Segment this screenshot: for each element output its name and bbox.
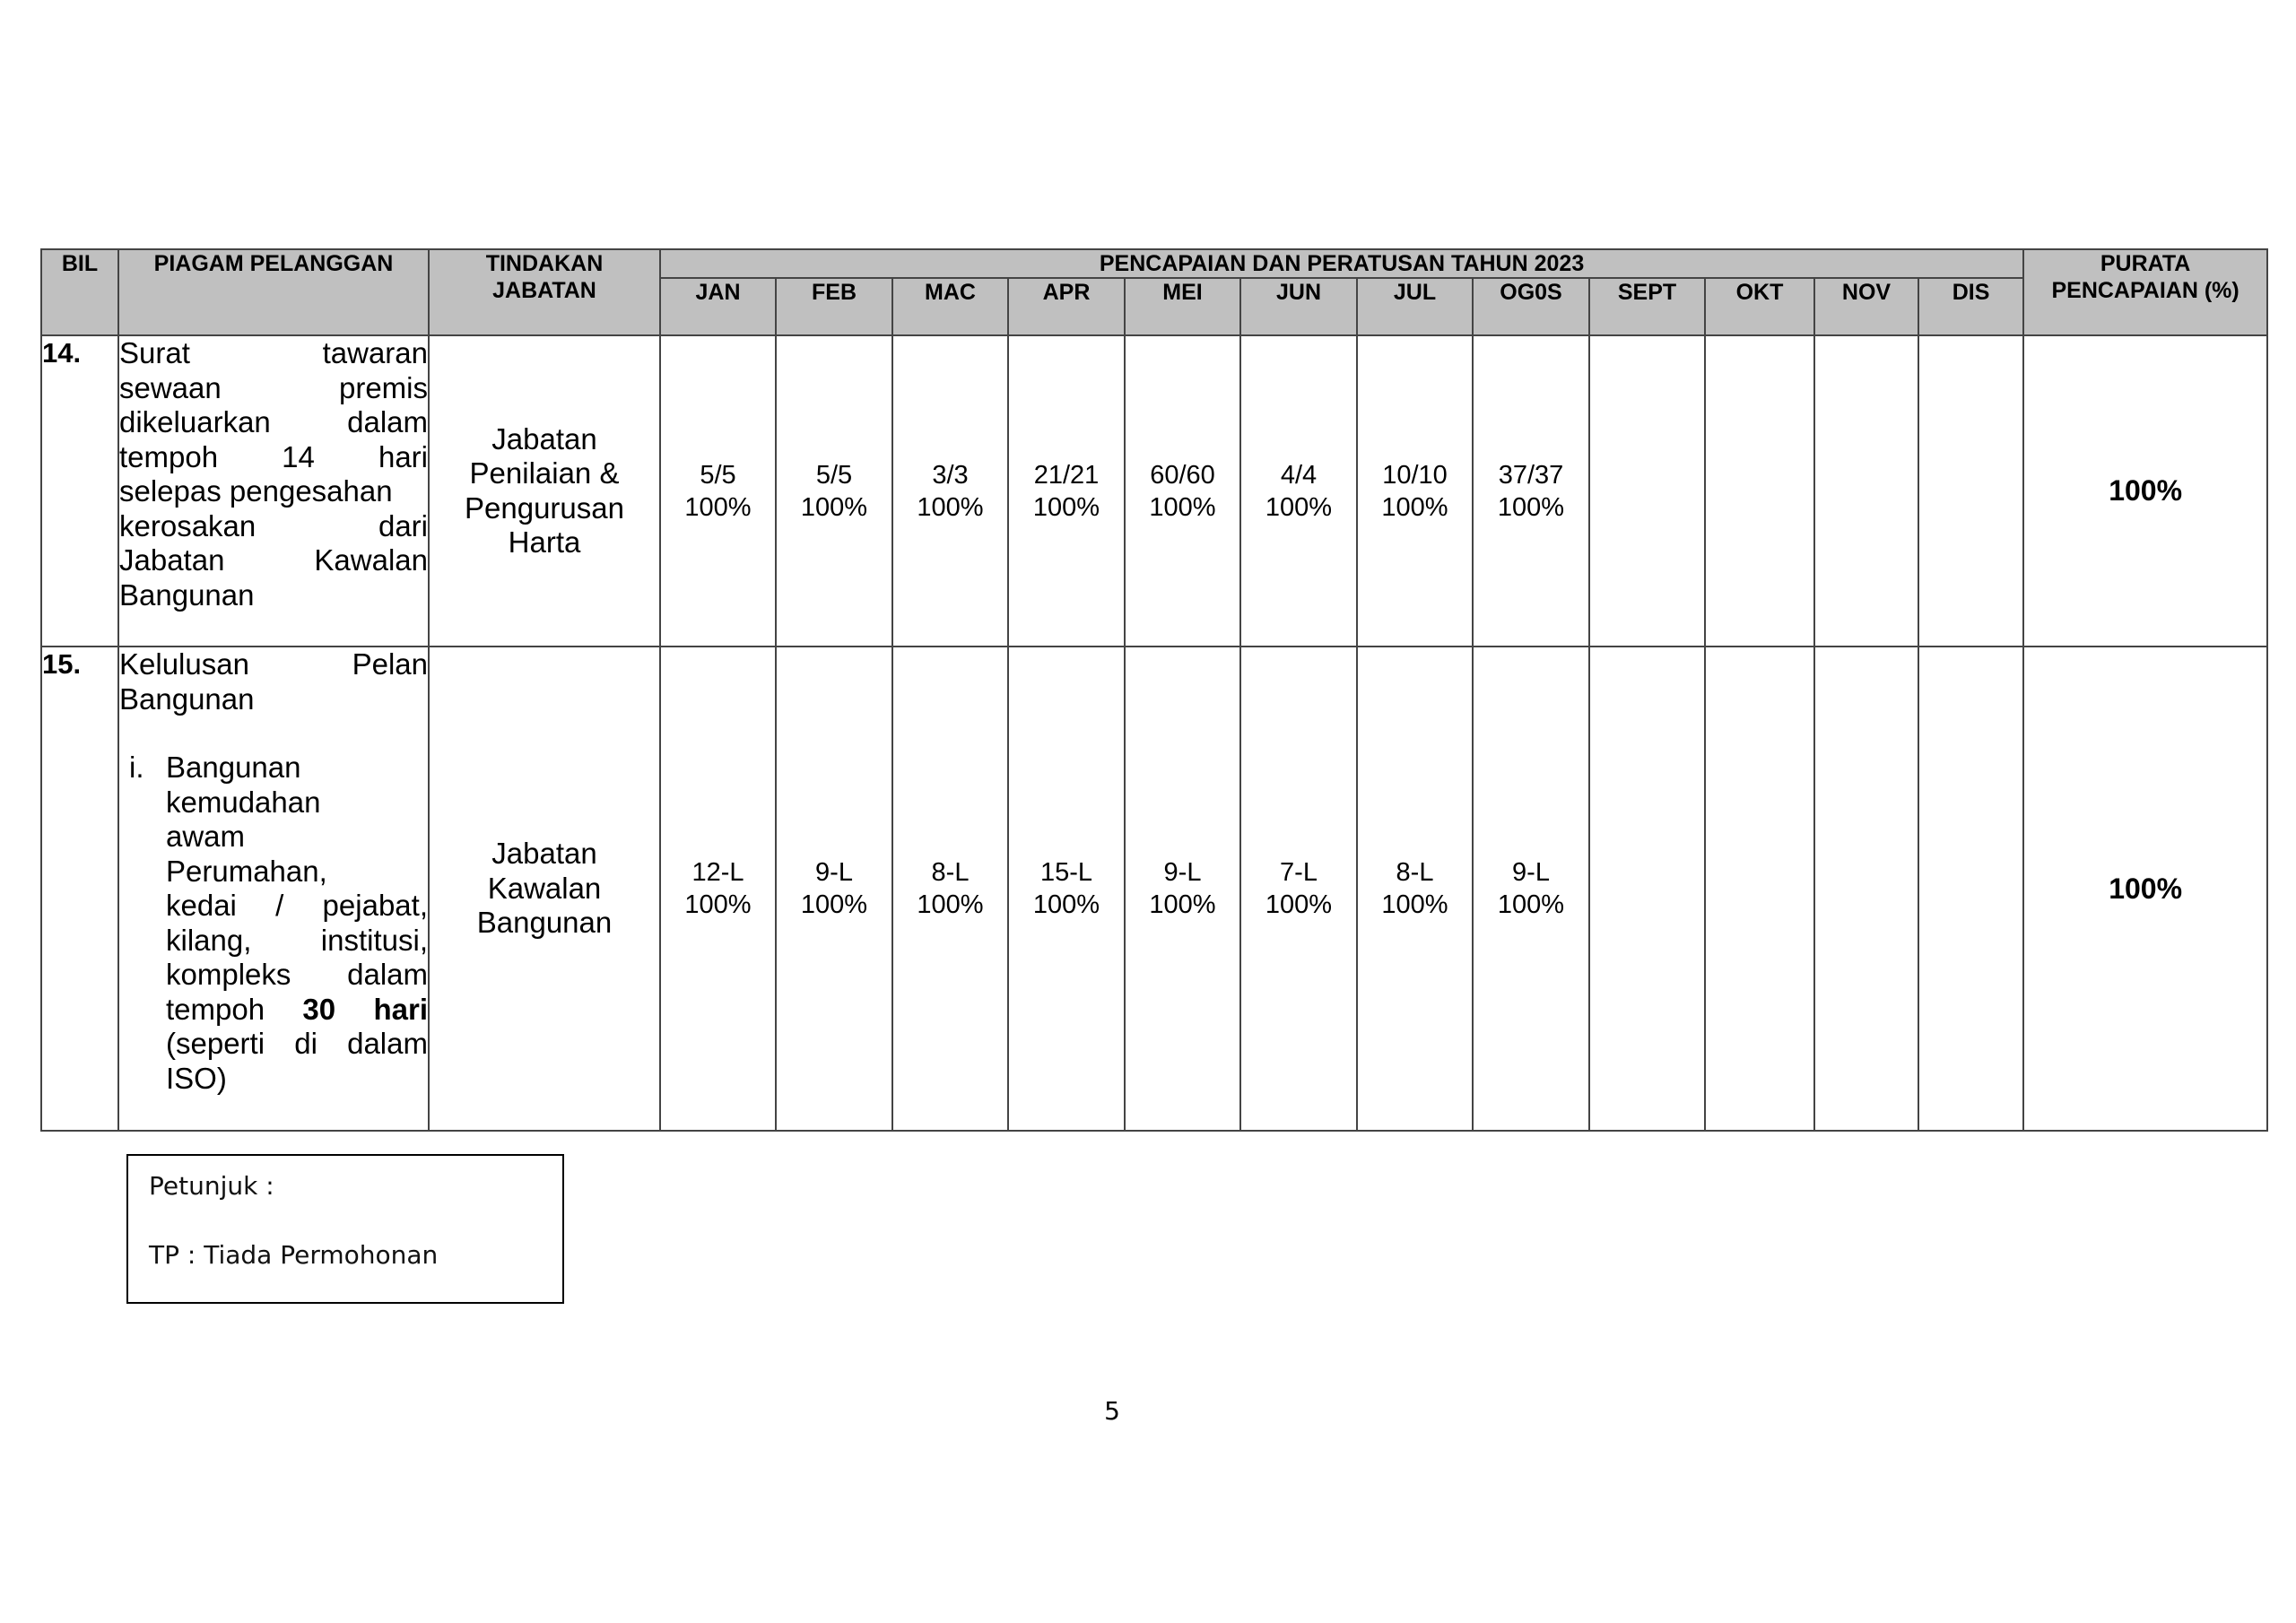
month-count: 5/5 [700, 460, 736, 490]
row-purata: 100% [2023, 335, 2267, 647]
month-percent: 100% [1497, 492, 1565, 522]
sublist-line: awam [166, 820, 246, 853]
header-month-jul: JUL [1357, 278, 1473, 335]
month-count: 7-L [1280, 858, 1318, 887]
header-tindakan-jabatan [429, 249, 660, 335]
table-row [41, 647, 2267, 1131]
sublist-line: Perumahan, [166, 854, 327, 888]
month-cell-mac [892, 335, 1008, 647]
month-percent: 100% [800, 492, 868, 522]
month-percent: 100% [1032, 890, 1100, 919]
sublist-line: ISO) [166, 1061, 227, 1095]
month-cell-nov [1814, 647, 1918, 1131]
page-number: 5 [1104, 1396, 1120, 1426]
month-percent: 100% [1381, 492, 1448, 522]
header-month-mac: MAC [892, 278, 1008, 335]
legend-entry: TP : Tiada Permohonan [149, 1240, 439, 1270]
month-percent: 100% [917, 492, 984, 522]
header-month-sept: SEPT [1589, 278, 1705, 335]
month-cell-ogos [1473, 647, 1589, 1131]
month-cell-sept [1589, 647, 1705, 1131]
sublist-body [166, 751, 428, 1096]
month-count: 12-L [691, 858, 744, 887]
month-cell-okt [1705, 335, 1814, 647]
month-count: 37/37 [1498, 460, 1564, 490]
month-percent: 100% [1381, 890, 1448, 919]
tindakan-line: Pengurusan [465, 490, 624, 525]
tindakan-line: Kawalan [487, 871, 602, 905]
tindakan-line: Bangunan [476, 906, 613, 940]
row-tindakan [429, 335, 660, 647]
month-count: 9-L [815, 858, 853, 887]
month-count: 3/3 [932, 460, 969, 490]
row-bil: 15. [41, 647, 118, 1131]
month-count: 9-L [1512, 858, 1550, 887]
month-percent: 100% [1497, 890, 1565, 919]
piagam-line: Bangunan [119, 681, 255, 716]
tindakan-line: Jabatan [491, 421, 597, 456]
month-cell-feb [776, 647, 892, 1131]
month-count: 8-L [931, 858, 970, 887]
header-month-ogos: OG0S [1473, 278, 1589, 335]
header-month-okt: OKT [1705, 278, 1814, 335]
month-count: 60/60 [1150, 460, 1215, 490]
tindakan-line: Penilaian & [469, 456, 620, 490]
piagam-line: sewaan premis [119, 370, 428, 404]
sublist-line: kompleks dalam [166, 958, 428, 991]
month-count: 10/10 [1382, 460, 1448, 490]
month-percent: 100% [917, 890, 984, 919]
sublist-line: (seperti di dalam [166, 1027, 428, 1060]
month-cell-apr [1008, 647, 1125, 1131]
header-month-nov: NOV [1814, 278, 1918, 335]
month-percent: 100% [1265, 890, 1333, 919]
tindakan-line: Harta [508, 525, 581, 559]
month-count: 8-L [1396, 858, 1434, 887]
month-count: 15-L [1039, 858, 1093, 887]
sublist-line: kedai / pejabat, [166, 889, 428, 922]
piagam-line: Kelulusan Pelan [119, 647, 428, 681]
month-cell-ogos [1473, 335, 1589, 647]
month-percent: 100% [1032, 492, 1100, 522]
month-percent: 100% [1265, 492, 1333, 522]
sublist-line: kilang, institusi, [166, 923, 428, 957]
piagam-line: dikeluarkan dalam [119, 405, 428, 438]
month-cell-mei [1125, 647, 1240, 1131]
month-cell-mac [892, 647, 1008, 1131]
month-count: 9-L [1163, 858, 1202, 887]
header-month-dis: DIS [1918, 278, 2023, 335]
month-count: 5/5 [815, 460, 853, 490]
month-cell-okt [1705, 647, 1814, 1131]
header-tindakan-line2: JABATAN [492, 278, 596, 303]
month-percent: 100% [800, 890, 868, 919]
legend-title: Petunjuk : [149, 1171, 274, 1201]
tempoh-duration: 30 hari [302, 992, 428, 1026]
month-cell-jun [1240, 647, 1357, 1131]
row-tindakan [429, 647, 660, 1131]
piagam-sublist-item [129, 751, 428, 1096]
header-month-jan: JAN [660, 278, 776, 335]
tempoh-prefix: tempoh [166, 992, 265, 1026]
piagam-line: kerosakan dari [119, 508, 428, 542]
sublist-tempoh-line [166, 993, 428, 1028]
header-pencapaian-group: PENCAPAIAN DAN PERATUSAN TAHUN 2023 [660, 249, 2023, 278]
header-bil: BIL [41, 249, 118, 335]
row-bil: 14. [41, 335, 118, 647]
month-cell-jul [1357, 647, 1473, 1131]
month-cell-dis [1918, 335, 2023, 647]
month-count: 4/4 [1280, 460, 1318, 490]
tindakan-line: Jabatan [491, 837, 597, 871]
month-percent: 100% [1149, 890, 1216, 919]
header-tindakan-line1: TINDAKAN [485, 251, 604, 276]
piagam-line: selepas pengesahan [119, 474, 393, 508]
sublist-line: Bangunan [166, 751, 301, 784]
header-purata-line2: PENCAPAIAN (%) [2051, 278, 2239, 303]
header-month-mei: MEI [1125, 278, 1240, 335]
month-percent: 100% [684, 890, 752, 919]
table-row [41, 335, 2267, 647]
piagam-line: Bangunan [119, 577, 255, 612]
piagam-line: tempoh 14 hari [119, 439, 428, 473]
customer-charter-table [40, 248, 2268, 1132]
month-cell-jul [1357, 335, 1473, 647]
row-piagam [118, 647, 429, 1131]
row-piagam [118, 335, 429, 647]
piagam-line: Jabatan Kawalan [119, 543, 428, 577]
header-piagam-pelanggan: PIAGAM PELANGGAN [118, 249, 429, 335]
legend-box [126, 1154, 564, 1304]
month-cell-sept [1589, 335, 1705, 647]
month-percent: 100% [1149, 492, 1216, 522]
header-month-apr: APR [1008, 278, 1125, 335]
row-purata: 100% [2023, 647, 2267, 1131]
header-purata-line1: PURATA [2100, 251, 2191, 276]
piagam-line: Surat tawaran [119, 336, 428, 369]
header-month-feb: FEB [776, 278, 892, 335]
month-cell-jan [660, 647, 776, 1131]
sublist-marker: i. [129, 751, 144, 784]
month-cell-feb [776, 335, 892, 647]
header-month-jun: JUN [1240, 278, 1357, 335]
sublist-line: kemudahan [166, 785, 321, 819]
month-cell-nov [1814, 335, 1918, 647]
month-cell-dis [1918, 647, 2023, 1131]
month-cell-jun [1240, 335, 1357, 647]
month-cell-mei [1125, 335, 1240, 647]
month-percent: 100% [684, 492, 752, 522]
header-purata-pencapaian [2023, 249, 2267, 335]
month-cell-apr [1008, 335, 1125, 647]
month-cell-jan [660, 335, 776, 647]
month-count: 21/21 [1033, 460, 1100, 490]
